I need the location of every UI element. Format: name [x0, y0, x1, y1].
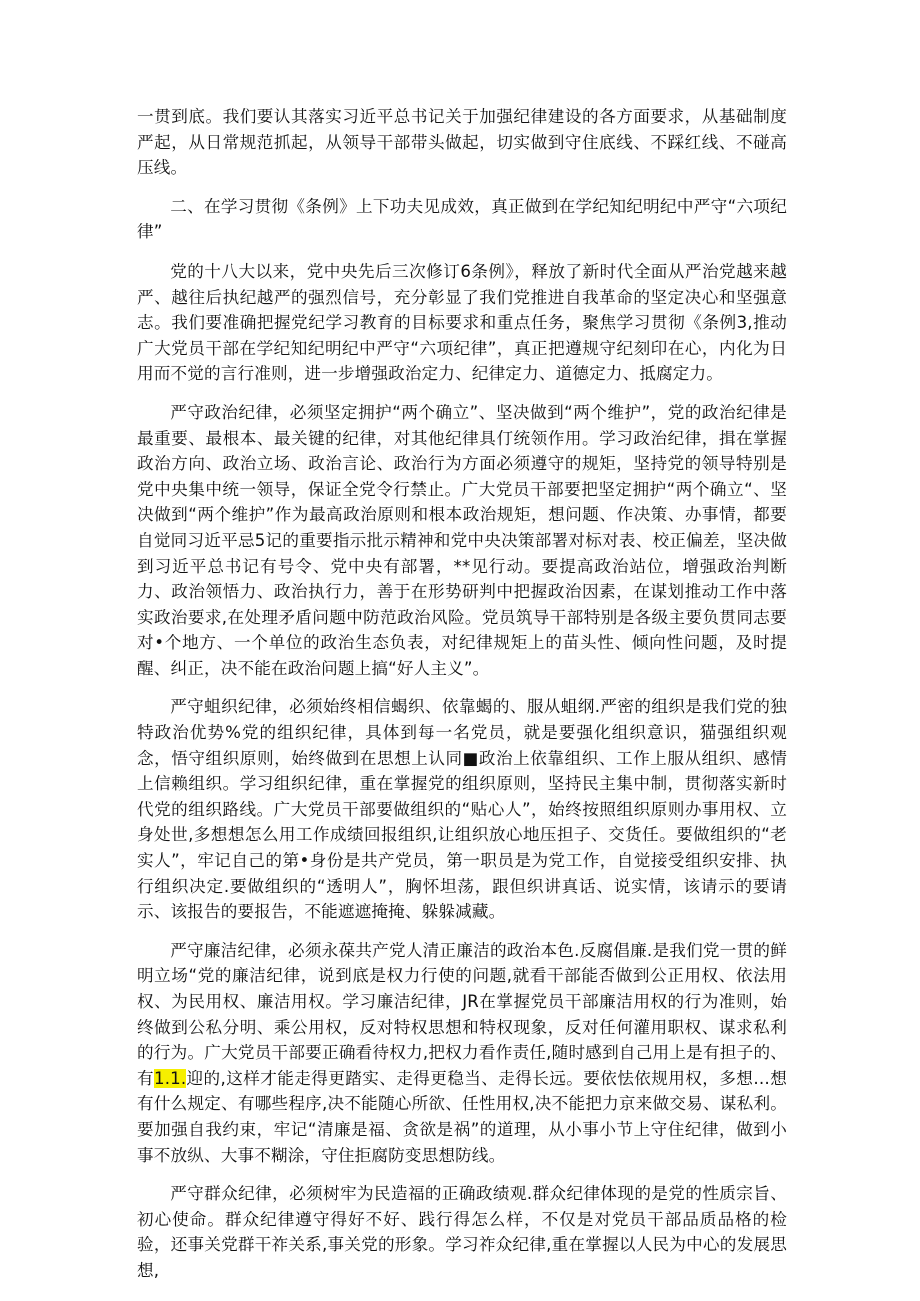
- integrity-text-part-1: 严守廉洁纪律，必须永葆共产党人清正廉洁的政治本色.反腐倡廉.是我们党一贯的鲜明立场“党的廉洁纪律，说到底是权力行使的问题,就看干部能否做到公正用权、依法用权、为民用权、廉洁用权。学习廉洁纪律，JR在掌握党员干部廉洁用权的行为准则，始终做到公私分明、乘公用权，反对特权思想和特权现象，反对任何灌用职权、谋求私利的行为。广大党员干部要正确看待权力,把权力看作责任,随时感到自己用上是有担子的、有: [137, 940, 787, 1088]
- highlighted-text: 1.1.: [154, 1068, 187, 1088]
- document-page: [137, 104, 787, 1297]
- paragraph-political-discipline: 严守政治纪律，必须坚定拥护“两个确立”、坚决做到“两个维护”，党的政治纪律是最重要、最根本、最关键的纪律，对其他纪律具仃统领作用。学习政治纪律，揖在掌握政治方向、政治立场、政治言论、政治行为方面必须遵守的规矩，坚持党的领导特别是党中央集中统一领导，保证全党令行禁止。广大党员干部要把坚定拥护“两个确立“、坚决做到“两个维护”作为最高政治原则和根本政治规矩，想问题、作决策、办事情，都要自觉同习近平忌5记的重要指示批示精神和党中央决策部署对标对表、校正偏差，坚决做到习近平总书记有号令、党中央有部署，**见行动。要提高政治站位，增强政治判断力、政治领悟力、政治执行力，善于在形势研判中把握政治因素，在谋划推动工作中落实政治要求,在处理矛盾问题中防范政治风险。党员筑导干部特别是各级主要负贯同志要对•个地方、一个单位的政治生态负表，对纪律规矩上的苗头性、倾向性问题，及时提醒、纠正，决不能在政治问题上搞“好人主义”。: [137, 402, 787, 678]
- paragraph-integrity-discipline: [137, 938, 787, 1168]
- paragraph-organizational-discipline: 严守蛆织纪律，必须始终相信蝎织、依靠蝎的、服从蛆纲.严密的组织是我们党的独特政治优势%党的组织纪律，具体到每一名党员，就是要强化组织意识，猫强组织观念，悟守组织原则，始终做到在思想上认同■政治上依靠组织、工作上服从组织、感情上信赖组织。学习组织纪律，重在掌握党的组织原则，坚持民主集中制，贯彻落实新时代党的组织路线。广大党员干部要做组织的“贴心人”，始终按照组织原则办事用权、立身处世,多想想怎么用工作成绩回报组织,让组织放心地压担子、交货任。要做组织的“老实人”，牢记自己的第•身份是共产党员，第一职员是为党工作，自觉接受组织安排、执行组织决定.要做组织的“透明人”，胸怀坦荡，跟但织讲真话、说实情，该请示的要请示、该报告的要报告，不能遮遮掩掩、躲躲减藏。: [137, 697, 787, 922]
- paragraph-mass-discipline: 严守群众纪律，必须树牢为民造福的正确政绩观.群众纪律体现的是党的性质宗旨、初心使命。群众纪律遵守得好不好、践行得怎么样，不仅是对党员干部品质品格的检验，还事关党群干祚关系,事关党的形象。学习祚众纪律,重在掌握以人民为中心的发展思想,: [137, 1184, 787, 1280]
- integrity-text-part-2: 迎的,这样才能走得更踏实、走得更稳当、走得长远。要依怯依规用权，多想…想有什么规定、有哪些程序,决不能随心所欲、任性用权,决不能把力京来做交易、谋私利。要加强自我约束，牢记“清廉是福、贪欲是祸”的道理，从小事小节上守住纪律，做到小事不放纵、大事不糊涂，守住拒腐防变思想防线。: [137, 1068, 787, 1165]
- paragraph-intro: 党的十八大以来，党中央先后三次修订6条例》，释放了新时代全面从严治党越来越严、越往后执纪越严的强烈信号，充分彰显了我们党推进自我革命的坚定决心和坚强意志。我们要准确把握党纪学习教育的目标要求和重点任务，聚焦学习贯彻《条例3,推动广大党员干部在学纪知纪明纪中严守“六项纪律”，真正把遵规守纪刻印在心，内化为日用而不觉的言行准则，进一步增强政治定力、纪律定力、道德定力、抵腐定力。: [137, 261, 787, 384]
- section-heading: 二、在学习贯彻《条例》上下功夫见成效，真正做到在学纪知纪明纪中严守“六项纪律”: [137, 196, 787, 242]
- paragraph-continuation: 一贯到底。我们要认其落实习近平总书记关于加强纪律建设的各方面要求，从基础制度严起，从日常规范抓起，从领导干部带头做起，切实做到守住底线、不踩红线、不碰高压线。: [137, 107, 787, 178]
